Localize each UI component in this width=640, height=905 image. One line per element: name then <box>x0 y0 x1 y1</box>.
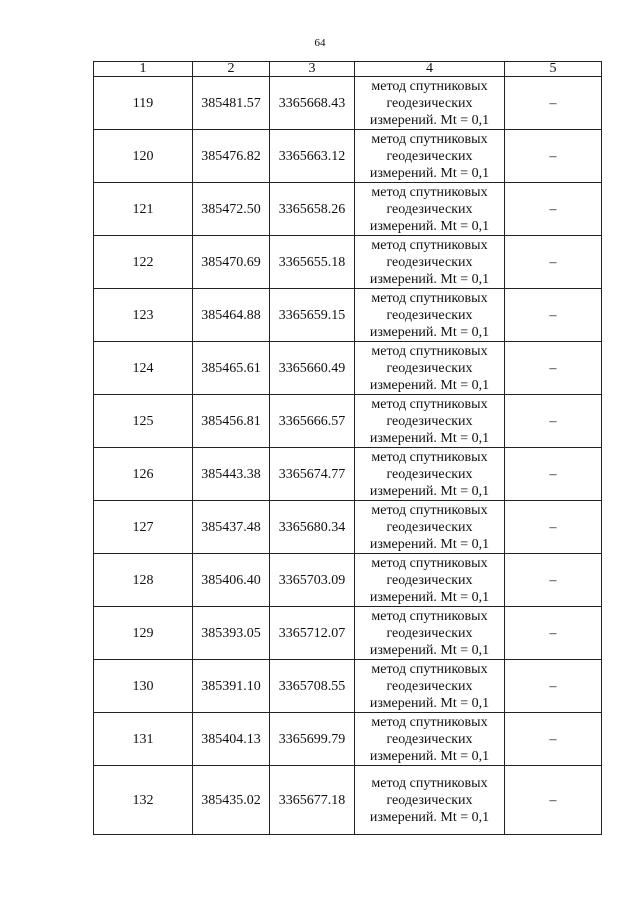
method-line: геодезических <box>386 413 473 429</box>
y-coordinate-cell: 3365699.79 <box>270 713 355 766</box>
method-line: измерений. Mt = 0,1 <box>369 377 490 393</box>
note-cell: – <box>505 448 602 501</box>
method-line: измерений. Mt = 0,1 <box>369 324 490 340</box>
note-cell: – <box>505 660 602 713</box>
page-number: 64 <box>314 37 326 49</box>
method-line: геодезических <box>386 625 473 641</box>
method-cell <box>355 554 505 607</box>
method-line: геодезических <box>386 731 473 747</box>
point-number-cell: 122 <box>94 236 193 289</box>
table-row <box>94 130 602 183</box>
point-number-cell: 132 <box>94 766 193 835</box>
method-line: метод спутниковых <box>371 237 488 253</box>
method-cell <box>355 236 505 289</box>
y-coordinate-cell: 3365659.15 <box>270 289 355 342</box>
y-coordinate-cell: 3365666.57 <box>270 395 355 448</box>
method-cell <box>355 607 505 660</box>
method-line: измерений. Mt = 0,1 <box>369 271 490 287</box>
method-cell <box>355 342 505 395</box>
column-header-1: 1 <box>94 62 193 77</box>
x-coordinate-cell: 385481.57 <box>193 77 270 130</box>
method-line: измерений. Mt = 0,1 <box>369 536 490 552</box>
method-line: геодезических <box>386 201 473 217</box>
y-coordinate-cell: 3365708.55 <box>270 660 355 713</box>
table-row <box>94 554 602 607</box>
table-row <box>94 342 602 395</box>
x-coordinate-cell: 385406.40 <box>193 554 270 607</box>
method-cell <box>355 660 505 713</box>
method-line: измерений. Mt = 0,1 <box>369 165 490 181</box>
point-number-cell: 129 <box>94 607 193 660</box>
table-row <box>94 501 602 554</box>
x-coordinate-cell: 385464.88 <box>193 289 270 342</box>
table-row <box>94 766 602 835</box>
point-number-cell: 131 <box>94 713 193 766</box>
table-row <box>94 660 602 713</box>
method-cell <box>355 501 505 554</box>
table-row <box>94 713 602 766</box>
table-body <box>94 77 602 835</box>
y-coordinate-cell: 3365677.18 <box>270 766 355 835</box>
method-cell <box>355 713 505 766</box>
y-coordinate-cell: 3365680.34 <box>270 501 355 554</box>
y-coordinate-cell: 3365674.77 <box>270 448 355 501</box>
note-cell: – <box>505 395 602 448</box>
table-row <box>94 448 602 501</box>
note-cell: – <box>505 607 602 660</box>
note-cell: – <box>505 766 602 835</box>
x-coordinate-cell: 385470.69 <box>193 236 270 289</box>
y-coordinate-cell: 3365703.09 <box>270 554 355 607</box>
note-cell: – <box>505 289 602 342</box>
column-header-3: 3 <box>270 62 355 77</box>
x-coordinate-cell: 385443.38 <box>193 448 270 501</box>
method-line: измерений. Mt = 0,1 <box>369 809 490 825</box>
table-row <box>94 236 602 289</box>
table-row <box>94 77 602 130</box>
method-cell <box>355 183 505 236</box>
method-line: измерений. Mt = 0,1 <box>369 218 490 234</box>
method-cell <box>355 77 505 130</box>
method-line: метод спутниковых <box>371 449 488 465</box>
x-coordinate-cell: 385476.82 <box>193 130 270 183</box>
method-line: геодезических <box>386 254 473 270</box>
point-number-cell: 127 <box>94 501 193 554</box>
point-number-cell: 124 <box>94 342 193 395</box>
method-line: геодезических <box>386 307 473 323</box>
x-coordinate-cell: 385456.81 <box>193 395 270 448</box>
method-line: геодезических <box>386 792 473 808</box>
method-line: метод спутниковых <box>371 661 488 677</box>
coordinates-table <box>93 61 602 835</box>
method-line: метод спутниковых <box>371 343 488 359</box>
column-header-2: 2 <box>193 62 270 77</box>
note-cell: – <box>505 130 602 183</box>
y-coordinate-cell: 3365668.43 <box>270 77 355 130</box>
x-coordinate-cell: 385472.50 <box>193 183 270 236</box>
y-coordinate-cell: 3365660.49 <box>270 342 355 395</box>
method-line: измерений. Mt = 0,1 <box>369 589 490 605</box>
method-line: метод спутниковых <box>371 608 488 624</box>
table-row <box>94 183 602 236</box>
method-cell <box>355 766 505 835</box>
method-line: измерений. Mt = 0,1 <box>369 695 490 711</box>
method-line: метод спутниковых <box>371 131 488 147</box>
point-number-cell: 120 <box>94 130 193 183</box>
x-coordinate-cell: 385391.10 <box>193 660 270 713</box>
method-line: геодезических <box>386 519 473 535</box>
point-number-cell: 128 <box>94 554 193 607</box>
method-line: метод спутниковых <box>371 555 488 571</box>
method-line: измерений. Mt = 0,1 <box>369 430 490 446</box>
table-row <box>94 289 602 342</box>
point-number-cell: 123 <box>94 289 193 342</box>
table-row <box>94 395 602 448</box>
point-number-cell: 130 <box>94 660 193 713</box>
y-coordinate-cell: 3365712.07 <box>270 607 355 660</box>
note-cell: – <box>505 554 602 607</box>
method-line: геодезических <box>386 95 473 111</box>
table-row <box>94 607 602 660</box>
method-line: измерений. Mt = 0,1 <box>369 112 490 128</box>
method-line: геодезических <box>386 360 473 376</box>
y-coordinate-cell: 3365655.18 <box>270 236 355 289</box>
point-number-cell: 125 <box>94 395 193 448</box>
method-line: измерений. Mt = 0,1 <box>369 642 490 658</box>
method-cell <box>355 130 505 183</box>
method-line: измерений. Mt = 0,1 <box>369 748 490 764</box>
column-header-4: 4 <box>355 62 505 77</box>
x-coordinate-cell: 385435.02 <box>193 766 270 835</box>
method-line: метод спутниковых <box>371 502 488 518</box>
method-line: геодезических <box>386 466 473 482</box>
table-header-row <box>94 62 602 77</box>
method-line: метод спутниковых <box>371 714 488 730</box>
method-line: метод спутниковых <box>371 396 488 412</box>
note-cell: – <box>505 713 602 766</box>
column-header-5: 5 <box>505 62 602 77</box>
method-line: измерений. Mt = 0,1 <box>369 483 490 499</box>
point-number-cell: 126 <box>94 448 193 501</box>
point-number-cell: 119 <box>94 77 193 130</box>
point-number-cell: 121 <box>94 183 193 236</box>
method-line: геодезических <box>386 572 473 588</box>
x-coordinate-cell: 385437.48 <box>193 501 270 554</box>
method-line: метод спутниковых <box>371 775 488 791</box>
y-coordinate-cell: 3365658.26 <box>270 183 355 236</box>
method-line: метод спутниковых <box>371 290 488 306</box>
note-cell: – <box>505 236 602 289</box>
y-coordinate-cell: 3365663.12 <box>270 130 355 183</box>
method-line: метод спутниковых <box>371 78 488 94</box>
method-cell <box>355 289 505 342</box>
note-cell: – <box>505 77 602 130</box>
method-cell <box>355 448 505 501</box>
note-cell: – <box>505 183 602 236</box>
method-line: геодезических <box>386 678 473 694</box>
x-coordinate-cell: 385465.61 <box>193 342 270 395</box>
note-cell: – <box>505 501 602 554</box>
method-line: геодезических <box>386 148 473 164</box>
x-coordinate-cell: 385393.05 <box>193 607 270 660</box>
note-cell: – <box>505 342 602 395</box>
x-coordinate-cell: 385404.13 <box>193 713 270 766</box>
method-cell <box>355 395 505 448</box>
method-line: метод спутниковых <box>371 184 488 200</box>
